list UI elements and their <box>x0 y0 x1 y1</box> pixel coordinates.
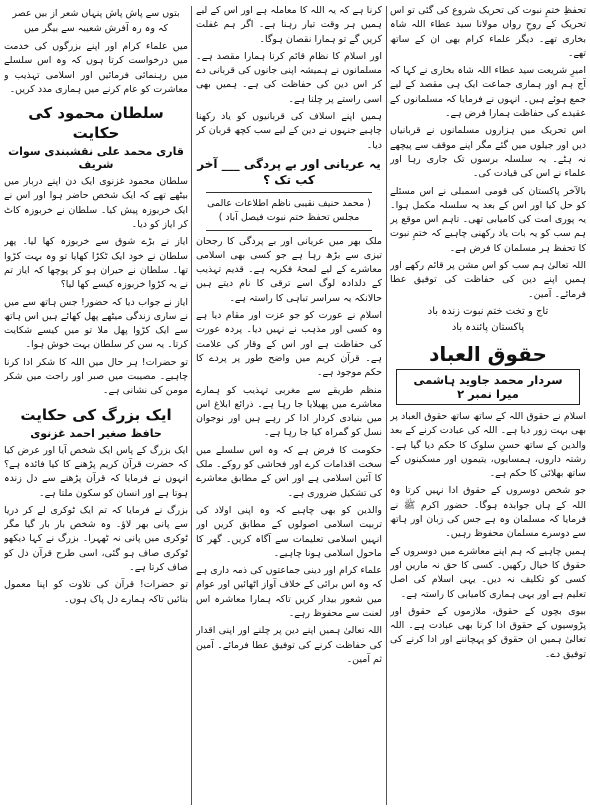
paragraph: تو حضرات! قرآن کی تلاوت کو اپنا معمول بنائیں تاکہ ہمارے دل پاک ہوں۔ <box>4 579 188 605</box>
paragraph: ہمیں اپنے اسلاف کی قربانیوں کو یاد رکھنا چاہیے جنہوں نے دین کے لیے سب کچھ قربان کر دیا۔ <box>196 111 382 151</box>
paragraph: اور اسلام کا نظام قائم کرنا ہمارا مقصد ہے۔ مسلمانوں نے ہمیشہ اپنی جانوں کی قربانی دے کر اس دین کی حفاظت کی ہے۔ ہمیں بھی اسی راستے پر چلنا ہے۔ <box>196 50 382 105</box>
paragraph: ہمیں چاہیے کہ ہم اپنے معاشرے میں دوسروں کے حقوق کا خیال رکھیں۔ کسی کا حق نہ ماریں اور کسی کو تکلیف نہ دیں۔ یہی اسلام کی اصل تعلیم ہے اور یہی ہماری کامیابی کا راستہ ہے۔ <box>390 545 586 600</box>
left-column <box>4 4 188 807</box>
paragraph: تحفظِ ختمِ نبوت کی تحریک شروع کی گئی تو اس تحریک کے روحِ رواں مولانا سید عطاء اللہ شاہ بخاری تھے۔ دیگر علماء کرام بھی ان کے ساتھ تھے۔ <box>390 5 586 59</box>
story-byline: حافظ صغیر احمد غزنوی <box>30 426 162 440</box>
paragraph: علماء کرام اور دینی جماعتوں کی ذمہ داری ہے کہ وہ اس برائی کے خلاف آواز اٹھائیں اور عوام میں شعور بیدار کریں تاکہ ہمارا معاشرہ اس لعنت سے محفوظ رہے۔ <box>196 565 382 619</box>
article-headline: یہ عریانی اور بے پردگی ___ آخر کب تک ؟ <box>197 156 381 187</box>
article-byline: ( محمد حنیف نقیبی ناظم اطلاعات عالمی مجلس تحفظ ختم نبوت فیصل آباد ) <box>207 197 371 224</box>
paragraph: حکومت کا فرض ہے کہ وہ اس سلسلے میں سخت اقدامات کرے اور فحاشی کو روکے۔ ملک کا آئین اسلامی ہے اور اس کے مطابق معاشرے کی تشکیل ضروری ہے۔ <box>196 444 382 499</box>
paragraph: ایاز نے بڑے شوق سے خربوزہ کھا لیا۔ پھر سلطان نے خود ایک ٹکڑا کھایا تو وہ بہت کڑوا تھا۔ سلطان نے حیران ہو کر پوچھا کہ ایاز تم نے یہ کڑوا خربوزہ کیسے کھا لیا؟ <box>4 236 188 291</box>
divider <box>206 230 372 231</box>
story-byline: قاری محمد علی نقشبندی سوات شریف <box>8 145 184 172</box>
middle-column <box>196 4 382 807</box>
paragraph: اسلام نے حقوق اللہ کے ساتھ ساتھ حقوق العباد پر بھی بہت زور دیا ہے۔ اللہ کی عبادت کرنے کے بعد والدین کے ساتھ حسنِ سلوک کا حکم دیا گیا ہے۔ رشتہ داروں، ہمسایوں، یتیموں اور مسکینوں کے ساتھ بھلائی کا حکم ہے۔ <box>390 410 586 480</box>
poem-line: بتوں سے پاش پاش پنہاں شعر از بیں عصر <box>12 8 180 19</box>
column-divider <box>191 6 192 805</box>
article-title: حقوق العباد <box>429 341 547 366</box>
paragraph: اسلام نے عورت کو جو عزت اور مقام دیا ہے وہ کسی اور مذہب نے نہیں دیا۔ پردہ عورت کی حفاظت ہے اور اس کے وقار کی علامت ہے۔ قرآن کریم میں واضح طور پر پردے کا حکم موجود ہے۔ <box>196 310 382 379</box>
divider <box>206 192 372 193</box>
paragraph: بزرگ نے فرمایا کہ تم ایک ٹوکری لے کر دریا سے پانی بھر لاؤ۔ وہ شخص بار بار گیا مگر ٹوکری میں پانی نہ ٹھہرا۔ بزرگ نے کہا دیکھو ٹوکری صاف ہو گئی، اسی طرح قرآن دل کو صاف کرتا ہے۔ <box>4 504 188 574</box>
column-divider <box>386 6 387 805</box>
paragraph: اس تحریک میں ہزاروں مسلمانوں نے قربانیاں دیں اور جیلوں میں گئے مگر اپنے موقف سے پیچھے نہ ہٹے۔ یہ سلسلہ برسوں تک جاری رہا اور علماء نے اس کی قیادت کی۔ <box>390 125 586 180</box>
paragraph: تو حضرات! ہر حال میں اللہ کا شکر ادا کرنا چاہیے۔ مصیبت میں صبر اور راحت میں شکر مومن کی نشانی ہے۔ <box>4 356 188 397</box>
paragraph: منظم طریقے سے مغربی تہذیب کو ہمارے معاشرے میں پھیلایا جا رہا ہے۔ ذرائع ابلاغ اس میں بنیادی کردار ادا کر رہے ہیں اور نوجوان نسل کو گمراہ کیا جا رہا ہے۔ <box>196 384 382 439</box>
story-title: ایک بزرگ کی حکایت <box>20 405 172 424</box>
right-column <box>390 4 586 807</box>
paragraph: ایاز نے جواب دیا کہ حضور! جس ہاتھ سے میں نے ساری زندگی میٹھے پھل کھائے ہیں اس ہاتھ سے ایک کڑوا پھل ملا تو میں کیسے شکایت کرتا۔ یہ سن کر سلطان بہت خوش ہوا۔ <box>4 296 188 351</box>
paragraph: اللہ تعالیٰ ہمیں اپنے دین پر چلنے اور اپنی اقدار کی حفاظت کرنے کی توفیق عطا فرمائے۔ آمین ثم آمین۔ <box>196 625 382 665</box>
paragraph: بیوی بچوں کے حقوق، ملازموں کے حقوق اور پڑوسیوں کے حقوق ادا کرنا بھی عبادت ہے۔ اللہ تعالیٰ ہمیں ان حقوق کو پہچاننے اور ادا کرنے کی توفیق دے۔ <box>390 605 586 660</box>
poem-line: کہ وہ رہ آفرش شعیبہ سے بیگر میں <box>23 23 169 34</box>
slogan: پاکستان پائندہ باد <box>451 321 525 333</box>
paragraph: سلطان محمود غزنوی ایک دن اپنے دربار میں بیٹھے تھے کہ ایک شخص حاضر ہوا اور اس نے ایک خربوزہ پیش کیا۔ سلطان نے خربوزہ کاٹ کر ایاز کو دیا۔ <box>4 176 188 231</box>
article-byline: سردار محمد جاوید ہاشمی میرا نمبر ۲ <box>396 369 580 405</box>
paragraph: ملک بھر میں عریانی اور بے پردگی کا رجحان تیزی سے بڑھ رہا ہے جو کسی بھی اسلامی معاشرے کے لیے لمحۂ فکریہ ہے۔ قدیم تہذیب کے دلدادہ لوگ اسے ترقی کا نام دیتے ہیں حالانکہ یہ سراسر تباہی کا راستہ ہے۔ <box>196 235 382 304</box>
paragraph: میں علماء کرام اور اپنے بزرگوں کی خدمت میں درخواست کرتا ہوں کہ وہ اس سلسلے میں رہنمائی فرمائیں اور اسلامی تہذیب و معاشرت کو عام کرنے میں ہماری مدد کریں۔ <box>4 41 188 95</box>
paragraph: امیرِ شریعت سید عطاء اللہ شاہ بخاری نے کہا کہ آج ہم اور ہماری جماعت ایک ہی مقصد کے لیے جمع ہوئے ہیں۔ انہوں نے فرمایا کہ مسلمانوں کے عقیدے کی حفاظت ہمارا فرض ہے۔ <box>390 65 586 120</box>
slogan: تاج و تخت ختم نبوت زندہ باد <box>427 305 549 317</box>
paragraph: ایک بزرگ کے پاس ایک شخص آیا اور عرض کیا کہ حضرت قرآن کریم پڑھنے کا کیا فائدہ ہے؟ انہوں نے فرمایا کہ قرآن پڑھنے سے دل زندہ ہوتا ہے اور انسان کو سکون ملتا ہے۔ <box>4 444 188 499</box>
story-title: سلطان محمود کی حکایت <box>28 104 164 143</box>
paragraph: والدین کو بھی چاہیے کہ وہ اپنی اولاد کی تربیت اسلامی اصولوں کے مطابق کریں اور انہیں اسلامی تعلیمات سے آگاہ کریں۔ گھر کا ماحول اسلامی ہونا چاہیے۔ <box>196 504 382 559</box>
paragraph: بالآخر پاکستان کی قومی اسمبلی نے اس مسئلے کو حل کیا اور اس کے بعد یہ سلسلہ مکمل ہوا۔ یہ پوری امت کی کامیابی تھی۔ تاہم اس موقع پر ہم سب کو یہ بات یاد رکھنی چاہیے کہ ختمِ نبوت کا تحفظ ہر مسلمان کا فرض ہے۔ <box>390 185 586 254</box>
paragraph: اللہ تعالیٰ ہم سب کو اس مشن پر قائم رکھے اور ہمیں اپنے دین کی حفاظت کی توفیق عطا فرمائے۔ آمین۔ <box>390 260 586 300</box>
poem-verse <box>4 6 188 36</box>
paragraph: کرنا ہے کہ یہ اللہ کا معاملہ ہے اور اس کے لیے ہمیں ہر وقت تیار رہنا ہے۔ اگر ہم غفلت کریں گے تو ہمارا نقصان ہوگا۔ <box>196 5 382 45</box>
paragraph: جو شخص دوسروں کے حقوق ادا نہیں کرتا وہ اللہ کے ہاں جوابدہ ہوگا۔ حضور اکرم ﷺ نے فرمایا کہ مسلمان وہ ہے جس کی زبان اور ہاتھ سے دوسرے مسلمان محفوظ رہیں۔ <box>390 485 586 540</box>
